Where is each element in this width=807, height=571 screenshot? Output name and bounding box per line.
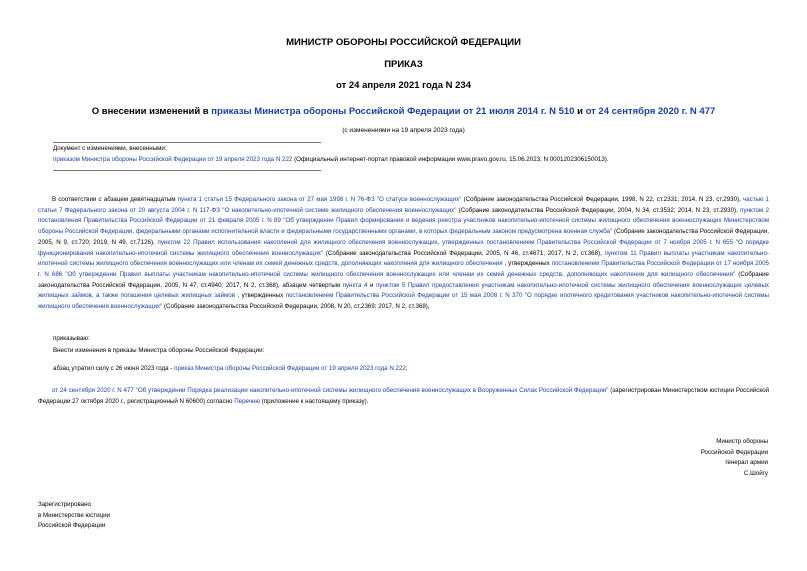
item-2-paragraph — [38, 386, 769, 407]
expired-end: ; — [405, 365, 408, 372]
item-2-link-2[interactable]: Перечню — [234, 397, 261, 405]
signature-line-2: Российской Федерации — [700, 448, 768, 456]
item-intro: Внести изменения в приказы Министра обороны Российской Федерации: — [53, 347, 265, 354]
preamble-text: (Собрание законодательства Российской Федерации, 1998, N 22, ст.2331; 2014, N 23, ст.2930), — [461, 196, 743, 203]
preamble-text: , утвержденных — [502, 260, 552, 268]
changes-link[interactable]: приказом Министра обороны Российской Федерации от 19 апреля 2023 года N 222 — [53, 155, 293, 163]
title-link-2[interactable]: от 24 сентября 2020 г. N 477 — [585, 106, 716, 117]
changes-source — [53, 155, 773, 166]
changes-rest: (Официальный интернет-портал правовой информации www.pravo.gov.ru, 15.06.2023, N 0001202306150013). — [292, 155, 609, 163]
preamble-link[interactable]: пункта 1 статьи 15 Федерального закона от 27 мая 1998 г. N 76-ФЗ "О статусе военнослужащих" — [177, 196, 462, 203]
preamble-text: В соответствии с абзацем девятнадцатым — [52, 196, 178, 203]
preamble-link[interactable]: частью 1 статьи 7 Федерального закона от 20 августа 2004 г. N 117-ФЗ "О накопительно-ипотечной системе жилищного обеспечения военнослужащих" — [38, 196, 769, 214]
date-number: от 24 апреля 2021 года N 234 — [336, 80, 471, 91]
preamble-text: (Собрание законодательства Российской Федерации, 2005, N 46, ст.4671; 2017, N 2, ст.368), — [323, 249, 605, 257]
issuer-heading: МИНИСТР ОБОРОНЫ РОССИЙСКОЙ ФЕДЕРАЦИИ — [286, 37, 521, 48]
preamble-text: и — [367, 281, 377, 289]
preamble-text: (Собрание законодательства Российской Федерации, 2008, N 20, ст.2369; 2017, N 2, ст.368), — [162, 303, 430, 311]
preamble-text: , утвержденных — [235, 292, 286, 300]
top-rule — [53, 142, 321, 143]
expired-link[interactable]: приказ Министра обороны Российской Федерации от 19 апреля 2023 года N 222 — [174, 365, 406, 372]
preamble-text: (Собрание законодательства Российской Федерации, 2004, N 34, ст.3532; 2014, N 23, ст.2930), — [456, 206, 741, 214]
title-middle: и — [574, 106, 586, 117]
revision-note: (с изменениями на 19 апреля 2023 года) — [342, 127, 465, 134]
changes-label: Документ с изменениями, внесенными: — [53, 145, 167, 152]
item-2-link[interactable]: от 24 сентября 2020 г. N 477 "Об утверждении Порядка реализации накопительно-ипотечной системы жилищного обеспечения военнослужащих в Вооруженных Силах Российской Федерации" — [52, 387, 609, 394]
registration-line-3: Российской Федерации — [38, 522, 106, 530]
preamble-link[interactable]: пунктом 5 Правил предоставления участникам накопительно-ипотечной системы жилищного обеспечения военнослужащих целевых жилищных займов, а также погашения целевых жилищных займов — [38, 281, 769, 300]
document-title — [0, 106, 807, 117]
preamble-link[interactable]: пунктом 2 постановления Правительства Российской Федерации от 21 февраля 2005 г. N 89 "Об утверждении Правил формирования и ведения реестра участников накопительно-ипотечной системы жилищного обеспечения военнослужащих Министерством обороны Российской Федерации, федеральными органами исполнительной власти и федеральными государственными органами, в которых федеральным законом предусмотрена военная служба" — [38, 206, 770, 236]
registration-line-2: в Министерстве юстиции — [38, 511, 111, 519]
signature-block — [600, 437, 768, 480]
expired-text: абзац утратил силу с 26 июня 2023 года - — [53, 365, 175, 372]
preamble-link[interactable]: постановлением Правительства Российской Федерации от 15 мая 2008 г. N 370 "О порядке ипотечного кредитования участников накопительно-ипотечной системы жилищного обеспечения военнослужащих" — [38, 292, 769, 311]
order-word: приказываю: — [53, 335, 90, 342]
expired-paragraph — [53, 364, 408, 375]
signature-line-1: Министр обороны — [716, 438, 768, 445]
item-2-end: (приложение к настоящему приказу). — [260, 397, 369, 405]
title-prefix: О внесении изменений в — [91, 106, 212, 117]
signature-line-4: С.Шойгу — [743, 470, 768, 478]
preamble-paragraph — [38, 195, 769, 313]
registration-block — [38, 500, 110, 532]
document-type: ПРИКАЗ — [384, 59, 423, 70]
preamble-text: (Собрание законодательства Российской Федерации, 2005, N 9, ст.720; 2019, N 49, ст.7126), — [38, 228, 769, 246]
bottom-rule — [53, 170, 321, 171]
preamble-link[interactable]: пункта 4 — [342, 281, 368, 289]
title-link[interactable]: приказы Министра обороны Российской Федерации от 21 июля 2014 г. N 510 — [211, 106, 575, 117]
registration-line-1: Зарегистрировано — [38, 501, 91, 508]
preamble-link[interactable]: постановлением Правительства Российской Федерации от 17 ноября 2005 г. N 686 "Об утверждении Правил выплаты участникам накопительно-ипотечной системы жилищного обеспечения военнослужащих или членам их семей денежных средств, дополняющих накопления для жилищного обеспечения" — [38, 260, 769, 278]
changes-block — [53, 144, 773, 165]
preamble-link[interactable]: пунктом 22 Правил использования накоплений для жилищного обеспечения военнослужащих, утвержденных постановлением Правительства Российской Федерации от 7 ноября 2005 г. N 655 "О порядке функционирования накопительно-ипотечной системы жилищного обеспечения военнослужащих" — [38, 238, 769, 257]
signature-line-3: генерал армии — [725, 459, 768, 467]
preamble-link[interactable]: пунктом 11 Правил выплаты участникам накопительно-ипотечной системы жилищного обеспечения военнослужащих или членам их семей денежных средств, дополняющих накопления для жилищного обеспечения — [38, 249, 769, 268]
preamble-text: (Собрание законодательства Российской Федерации, 2005, N 47, ст.4940; 2017, N 2, ст.368), абзацем четвертым — [38, 270, 769, 289]
item-2-rest: (зарегистрирован Министерством юстиции Российской Федерации 27 октября 2020 г., регистрационный N 60600) согласно — [38, 387, 769, 405]
